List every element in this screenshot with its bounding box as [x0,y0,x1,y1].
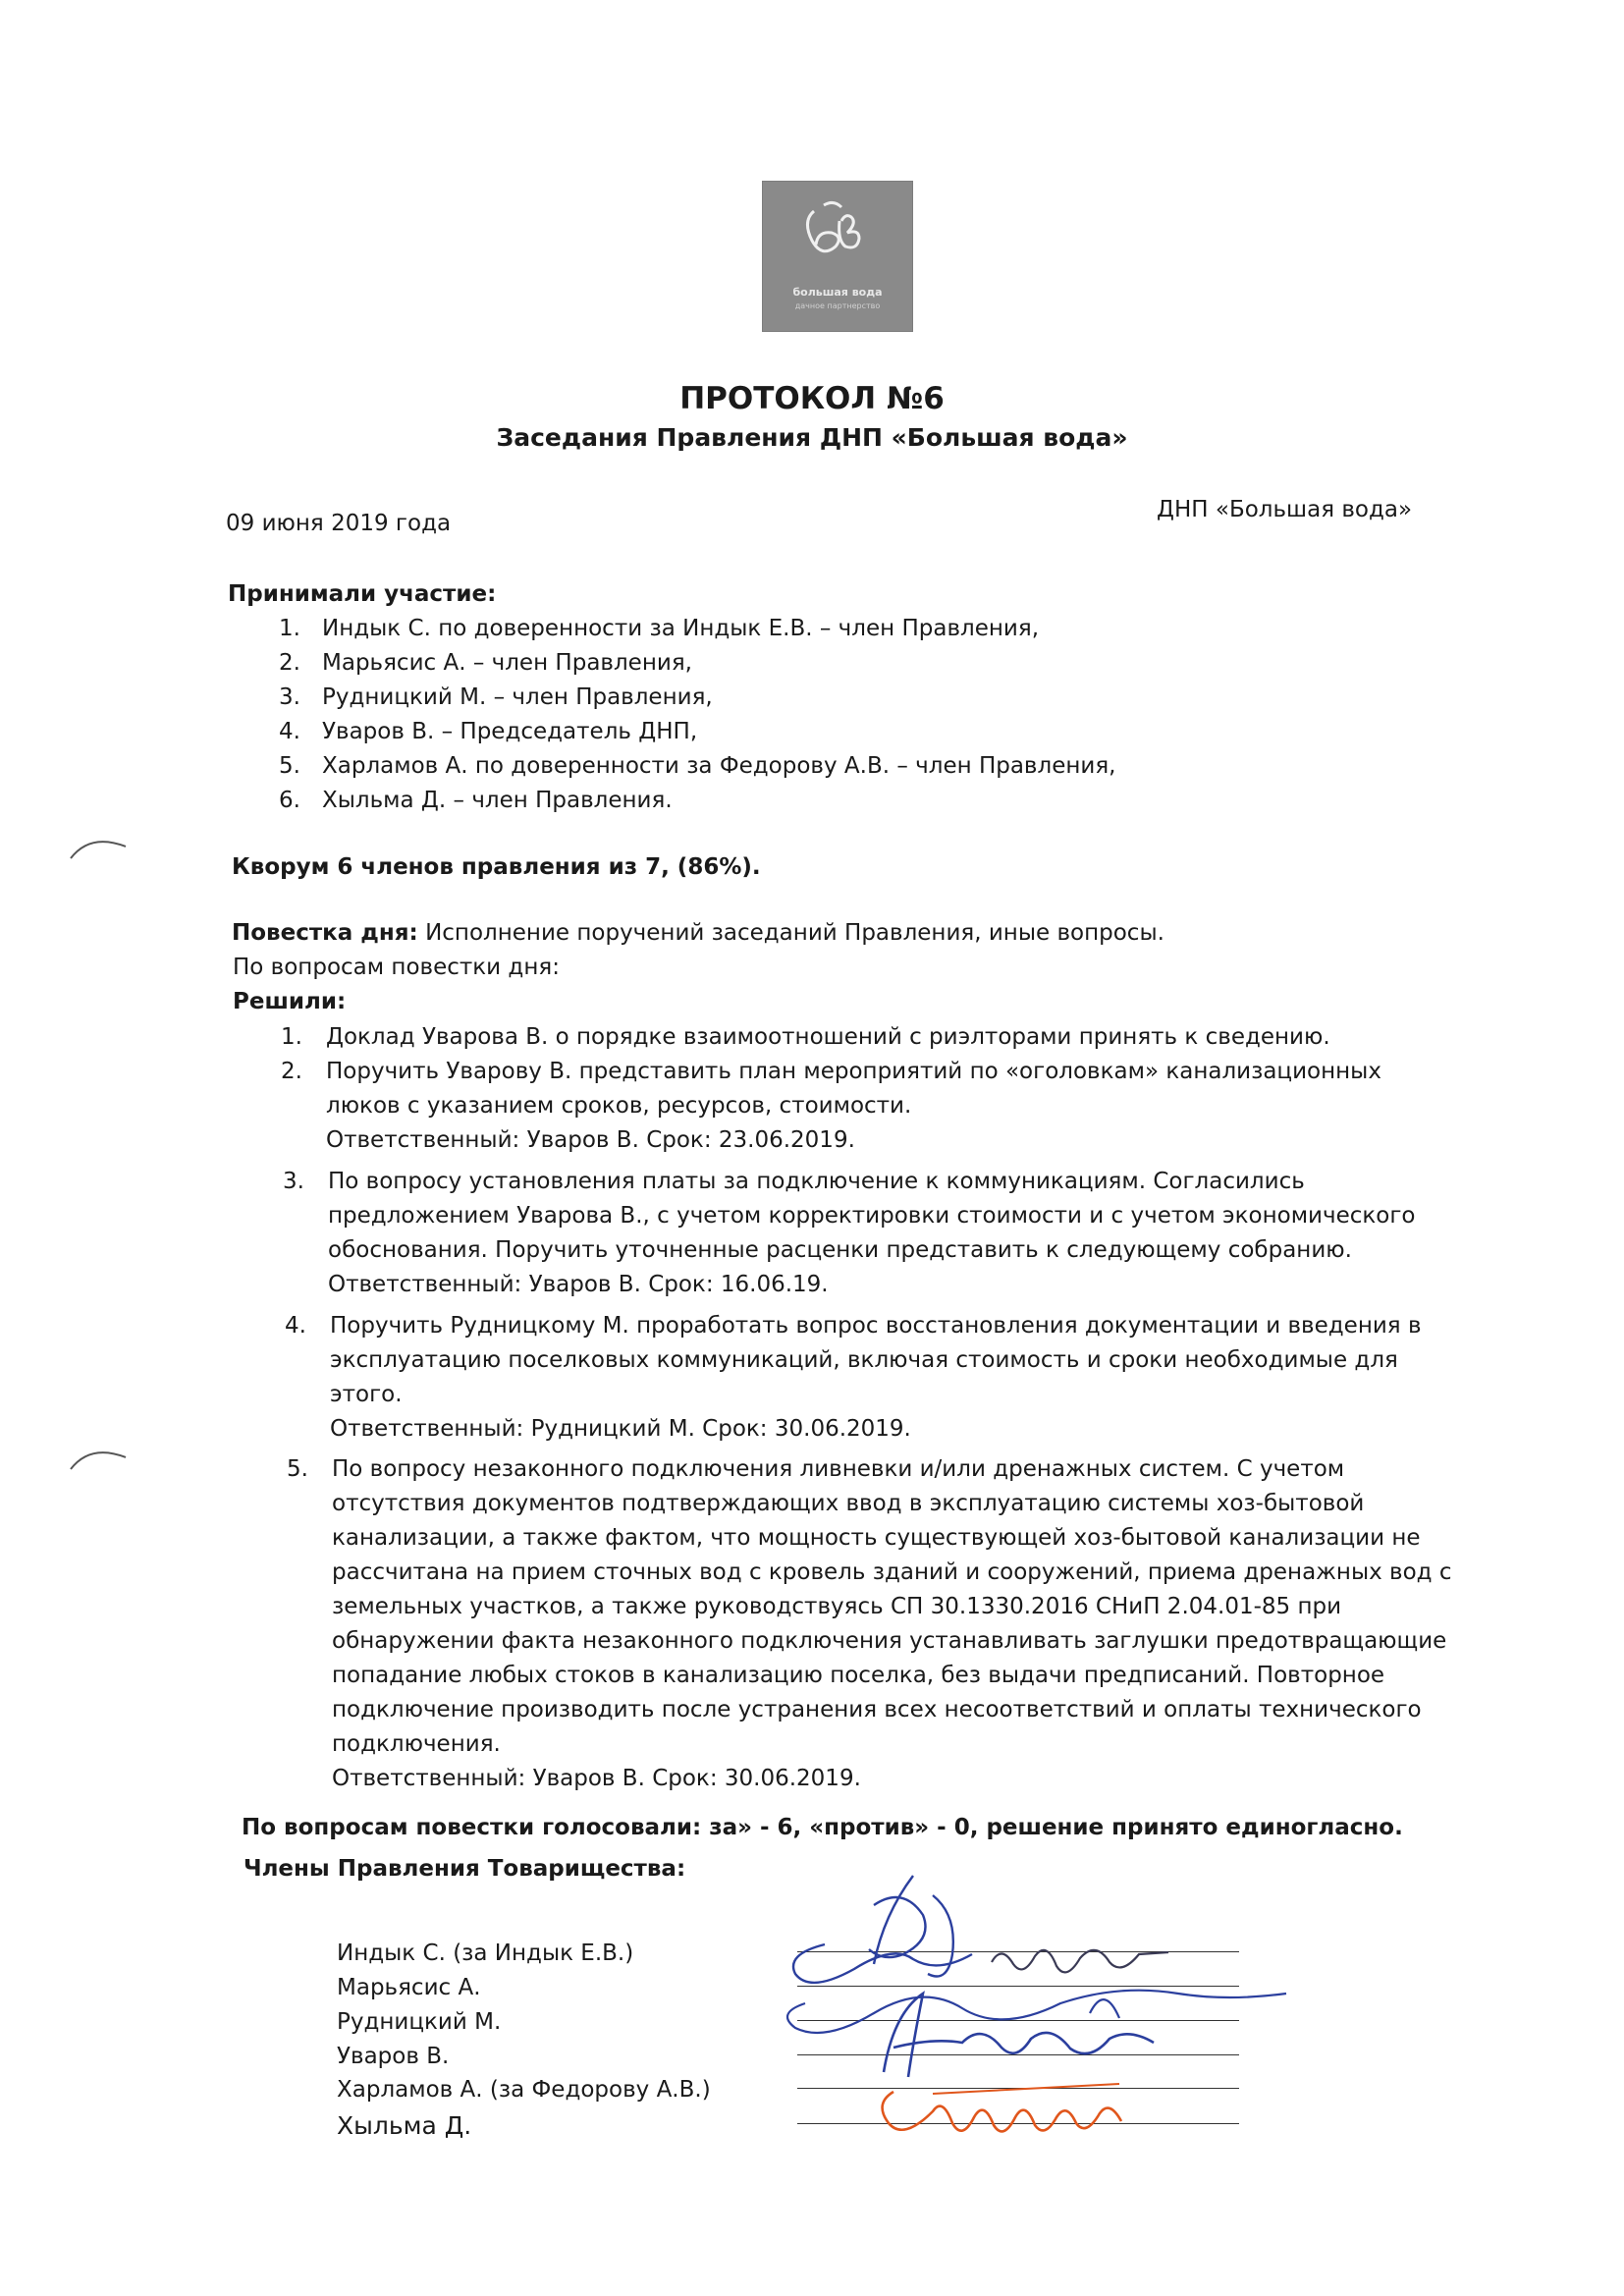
decision-line: Ответственный: Уваров В. Срок: 30.06.2019. [332,1766,861,1791]
handwritten-signatures [766,1846,1335,2170]
members-heading: Члены Правления Товарищества: [244,1856,686,1882]
decision-line: эксплуатацию поселковых коммуникаций, включая стоимость и сроки необходимые для [330,1347,1398,1373]
decision-line: люков с указанием сроков, ресурсов, стоимости. [326,1093,912,1119]
logo-monogram-icon [763,182,912,290]
hole-punch-mark [65,1436,134,1475]
decision-number: 2. [281,1059,302,1084]
signatory-name: Марьясис А. [337,1975,481,2000]
decision-line: отсутствия документов подтверждающих ввод в эксплуатацию системы хоз-бытовой [332,1491,1365,1516]
decision-line: этого. [330,1382,403,1407]
agenda-line [232,920,1164,946]
agenda-intro: По вопросам повестки дня: [233,955,560,980]
vote-result: По вопросам повестки голосовали: за» - 6, «против» - 0, решение принято единогласно. [242,1815,1403,1840]
agenda-label: Повестка дня: [232,920,418,946]
decision-line: рассчитана на прием сточных вод с кровель зданий и сооружений, приема дренажных вод с [332,1559,1452,1585]
decision-line: По вопросу установления платы за подключение к коммуникациям. Согласились [328,1169,1305,1194]
decision-line: предложением Уварова В., с учетом корректировки стоимости и с учетом экономического [328,1203,1416,1229]
participants-heading: Принимали участие: [228,581,497,607]
decision-line: канализации, а также фактом, что мощность существующей хоз-бытовой канализации не [332,1525,1421,1551]
logo-caption: большая вода [792,286,883,299]
signatory-name: Рудницкий М. [337,2009,502,2035]
signatory-name: Харламов А. (за Федорову А.В.) [337,2077,711,2103]
decision-line: обнаружении факта незаконного подключения устанавливать заглушки предотвращающие [332,1628,1447,1654]
decision-line: Поручить Рудницкому М. проработать вопрос восстановления документации и введения в [330,1313,1422,1339]
document-title: ПРОТОКОЛ №6 [679,381,945,416]
signatory-name: Уваров В. [337,2044,450,2069]
decision-line: Ответственный: Рудницкий М. Срок: 30.06.2019. [330,1416,911,1442]
decision-line: Поручить Уварову В. представить план мероприятий по «оголовкам» канализационных [326,1059,1381,1084]
decision-line: Ответственный: Уваров В. Срок: 16.06.19. [328,1272,829,1297]
decided-heading: Решили: [233,989,347,1014]
decision-line: попадание любых стоков в канализацию поселка, без выдачи предписаний. Повторное [332,1663,1385,1688]
company-logo [762,181,913,332]
organization-name: ДНП «Большая вода» [1157,497,1413,522]
decision-number: 1. [281,1024,302,1050]
decision-number: 4. [285,1313,306,1339]
document-date: 09 июня 2019 года [226,511,452,536]
signatory-name: Хыльма Д. [337,2111,472,2140]
logo-caption-sub: дачное партнерство [794,301,881,310]
decision-number: 5. [287,1456,308,1482]
decision-line: обоснования. Поручить уточненные расценки представить к следующему собранию. [328,1237,1352,1263]
agenda-text: Исполнение поручений заседаний Правления, иные вопросы. [425,920,1164,946]
decision-line: подключения. [332,1731,501,1757]
document-subtitle: Заседания Правления ДНП «Большая вода» [496,423,1128,452]
signatory-name: Индык С. (за Индык Е.В.) [337,1941,634,1966]
decision-line: По вопросу незаконного подключения ливневки и/или дренажных систем. С учетом [332,1456,1345,1482]
hole-punch-mark [65,825,134,864]
decision-number: 3. [283,1169,304,1194]
protocol-page: большая вода дачное партнерство ПРОТОКОЛ №6 Заседания Правления ДНП «Большая вода» 09 июня 2019 года ДНП «Большая вода» Принимали участие: 1. Индык С. по доверенности за Индык Е.В. – член Правления, 2. Марьясис А. – член Правления, 3. Рудницкий М. – член Правления, 4. Уваров В. – Председатель ДНП, 5. Харламов А. по доверенности за Федорову А.В. – член Правления, 6. Хыльма Д. – член Правления. Кворум 6 членов правления из 7, (86%). Повестка дня: Исполнение поручений заседаний Правления, иные вопросы. По вопросам повестки дня: Решили: 1. Доклад Уварова В. о порядке взаимоотношений с риэлторами принять к сведению. 2. Поручить Уварову В. представить план мероприятий по «оголовкам» канализационных люков с указанием сроков, ресурсов, стоимости. Ответственный: Уваров В. Срок: 23.06.2019. 3. По вопросу установления платы за подключение к коммуникациям. Согласились предложением Уварова В., с учетом корректировки стоимости и с учетом экономического обоснования. Поручить уточненные расценки представить к следующему собранию. Ответственный: Уваров В. Срок: 16.06.19. 4. Поручить Рудницкому М. проработать вопрос восстановления документации и введения в эксплуатацию поселковых коммуникаций, включая стоимость и сроки необходимые для этого. Ответственный: Рудницкий М. Срок: 30.06.2019. 5. По вопросу незаконного подключения ливневки и/или дренажных систем. С учетом отсутствия документов подтверждающих ввод в эксплуатацию системы хоз-бытовой канализации, а также фактом, что мощность существующей хоз-бытовой канализации не рассчитана на прием сточных вод с кровель зданий и сооружений, приема дренажных вод с земельных участков, а также руководствуясь СП 30.1330.2016 СНиП 2.04.01-85 при обнаружении факта незаконного подключения устанавливать заглушки предотвращающие попадание любых стоков в канализацию поселка, без выдачи предписаний. Повторное подключение производить после устранения всех несоответствий и оплаты технического подключения. Ответственный: Уваров В. Срок: 30.06.2019. По вопросам повестки голосовали: за» - 6, «против» - 0, решение принято единогласно. Члены Правления Товарищества: Индык С. (за Индык Е.В.) Марьясис А. Рудницкий М. Уваров В. Харламов А. (за Федорову А.В.) Хыльма Д. [0,0,1624,2296]
decision-line: подключение производить после устранения всех несоответствий и оплаты технического [332,1697,1422,1722]
decision-line: Доклад Уварова В. о порядке взаимоотношений с риэлторами принять к сведению. [326,1024,1330,1050]
quorum-statement: Кворум 6 членов правления из 7, (86%). [232,854,761,880]
decision-line: Ответственный: Уваров В. Срок: 23.06.2019. [326,1127,855,1153]
decision-line: земельных участков, а также руководствуясь СП 30.1330.2016 СНиП 2.04.01-85 при [332,1594,1342,1619]
